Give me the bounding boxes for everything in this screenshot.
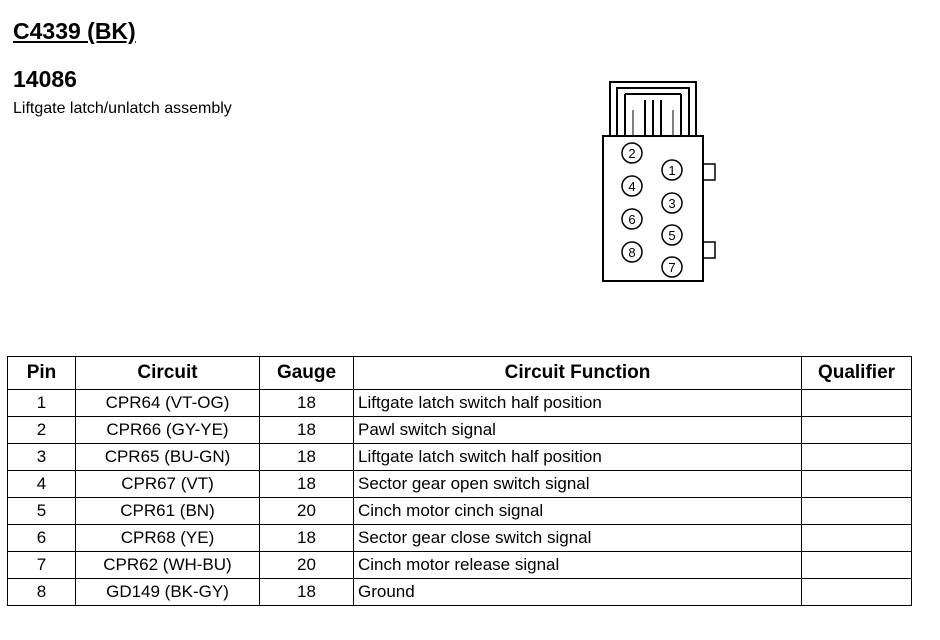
- pin-label: 1: [668, 163, 676, 178]
- pin-cavity: [622, 209, 642, 229]
- cell-circuit: CPR62 (WH-BU): [76, 552, 260, 579]
- table-header-row: [8, 357, 912, 390]
- cell-circuit-function: Sector gear open switch signal: [354, 471, 802, 498]
- cell-gauge: 18: [260, 579, 354, 606]
- table-row: [8, 444, 912, 471]
- cell-pin: 3: [8, 444, 76, 471]
- cell-gauge: 20: [260, 552, 354, 579]
- connector-key-upper: [703, 164, 715, 180]
- table-row: [8, 417, 912, 444]
- cell-circuit: CPR65 (BU-GN): [76, 444, 260, 471]
- cell-circuit-function: Cinch motor cinch signal: [354, 498, 802, 525]
- cell-qualifier: [802, 390, 912, 417]
- pin-cavity: [622, 176, 642, 196]
- pin-label: 2: [628, 146, 636, 161]
- cell-gauge: 18: [260, 471, 354, 498]
- cell-pin: 7: [8, 552, 76, 579]
- cell-pin: 5: [8, 498, 76, 525]
- cell-qualifier: [802, 498, 912, 525]
- pin-label: 4: [628, 179, 636, 194]
- header-circuit-function: Circuit Function: [354, 357, 802, 390]
- cell-gauge: 18: [260, 525, 354, 552]
- pin-cavity: [662, 257, 682, 277]
- pin-cavity: [662, 225, 682, 245]
- table-row: [8, 471, 912, 498]
- cell-circuit-function: Pawl switch signal: [354, 417, 802, 444]
- cell-pin: 6: [8, 525, 76, 552]
- header-circuit: Circuit: [76, 357, 260, 390]
- cell-gauge: 18: [260, 417, 354, 444]
- cell-gauge: 18: [260, 444, 354, 471]
- cell-gauge: 20: [260, 498, 354, 525]
- pin-cavity: [622, 242, 642, 262]
- connector-description: Liftgate latch/unlatch assembly: [13, 100, 232, 117]
- table-row: [8, 552, 912, 579]
- cell-qualifier: [802, 417, 912, 444]
- connector-key-lower: [703, 242, 715, 258]
- table-row: [8, 390, 912, 417]
- cell-circuit: CPR64 (VT-OG): [76, 390, 260, 417]
- cell-circuit: GD149 (BK-GY): [76, 579, 260, 606]
- cell-qualifier: [802, 444, 912, 471]
- cell-circuit-function: Cinch motor release signal: [354, 552, 802, 579]
- pin-label: 3: [668, 196, 676, 211]
- cell-pin: 1: [8, 390, 76, 417]
- pin-cavity: [622, 143, 642, 163]
- header-qualifier: Qualifier: [802, 357, 912, 390]
- pin-label: 7: [668, 260, 676, 275]
- table-row: [8, 579, 912, 606]
- pin-cavity: [662, 193, 682, 213]
- pin-cavity: [662, 160, 682, 180]
- cell-pin: 2: [8, 417, 76, 444]
- pin-label: 5: [668, 228, 676, 243]
- cell-pin: 8: [8, 579, 76, 606]
- part-number: 14086: [13, 66, 77, 92]
- cell-qualifier: [802, 552, 912, 579]
- cell-circuit: CPR67 (VT): [76, 471, 260, 498]
- header-pin: Pin: [8, 357, 76, 390]
- cell-circuit-function: Ground: [354, 579, 802, 606]
- table-row: [8, 525, 912, 552]
- cell-circuit: CPR61 (BN): [76, 498, 260, 525]
- table-row: [8, 498, 912, 525]
- cell-qualifier: [802, 525, 912, 552]
- cell-circuit: CPR66 (GY-YE): [76, 417, 260, 444]
- connector-face-diagram: [590, 74, 725, 289]
- cell-circuit: CPR68 (YE): [76, 525, 260, 552]
- header-gauge: Gauge: [260, 357, 354, 390]
- cell-qualifier: [802, 579, 912, 606]
- cell-circuit-function: Liftgate latch switch half position: [354, 444, 802, 471]
- cell-circuit-function: Sector gear close switch signal: [354, 525, 802, 552]
- cell-circuit-function: Liftgate latch switch half position: [354, 390, 802, 417]
- pinout-table: [7, 356, 912, 606]
- pin-label: 6: [628, 212, 636, 227]
- cell-gauge: 18: [260, 390, 354, 417]
- cell-pin: 4: [8, 471, 76, 498]
- connector-id-title: C4339 (BK): [13, 18, 136, 44]
- pin-label: 8: [628, 245, 636, 260]
- cell-qualifier: [802, 471, 912, 498]
- connector-body: [603, 136, 703, 281]
- connector-latch: [610, 82, 696, 136]
